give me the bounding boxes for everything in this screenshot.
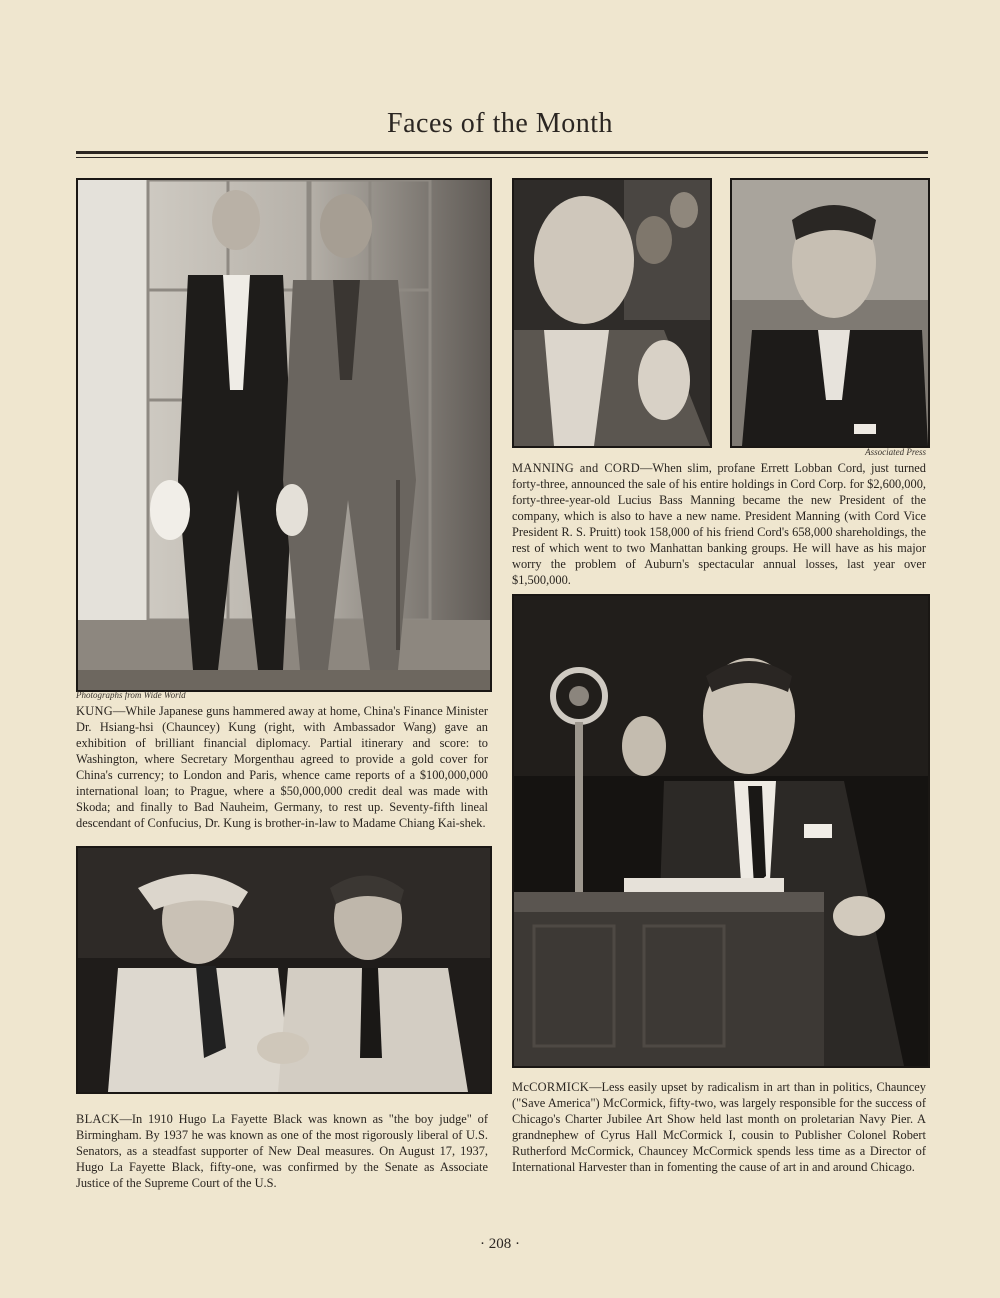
caption-manning-cord-text: —When slim, profane Errett Lobban Cord, just turned forty-three, announced the sale of his entire holdings in Cord Corp. for $2,600,000, forty-three-year-old Lucius Bass Manning became the new President of the company, which is also to have a new name. President Manning (with Cord Vice President R. S. Pruitt) took 158,000 of his friend Cord's 658,000 shareholdings, the rest of which went to two Manhattan banking groups. He will have as his major worry the problem of Auburn's spectacular annual losses, last year over $1,500,000.	[512, 461, 926, 587]
caption-kung-name: KUNG	[76, 704, 113, 718]
caption-mccormick-text: —Less easily upset by radicalism in art than in politics, Chauncey ("Save America") McCormick, fifty-two, was largely responsible for the success of Chicago's Charter Jubilee Art Show held last month on proletarian Navy Pier. A grandnephew of Cyrus Hall McCormick I, cousin to Publisher Colonel Robert Rutherford McCormick, Chauncey McCormick spends less time as a Director of International Harvester than in fomenting the cause of art in and around Chicago.	[512, 1080, 926, 1174]
photo-mccormick	[512, 594, 930, 1068]
caption-manning-cord-name: MANNING and CORD	[512, 461, 640, 475]
caption-kung-text: —While Japanese guns hammered away at home, China's Finance Minister Dr. Hsiang-hsi (Chauncey) Kung (right, with Ambassador Wang) gave an exhibition of brilliant financial diplomacy. Partial itinerary and score: to Washington, where Secretary Morgenthau agreed to provide a gold cover for China's currency; to London and Paris, whence came reports of a $100,000,000 international loan; to Prague, where a $50,000,000 credit deal was made with Skoda; and finally to Bad Nauheim, Germany, to rest up. Seventy-fifth lineal descendant of Confucius, Dr. Kung is brother-in-law to Madame Chiang Kai-shek.	[76, 704, 488, 830]
caption-mccormick-name: McCORMICK	[512, 1080, 590, 1094]
caption-black-name: BLACK	[76, 1112, 120, 1126]
caption-mccormick	[512, 1079, 926, 1175]
caption-kung	[76, 703, 488, 831]
page-title: Faces of the Month	[387, 108, 613, 139]
caption-black-text: —In 1910 Hugo La Fayette Black was known as "the boy judge" of Birmingham. By 1937 he was known as one of the most rigorously liberal of U.S. Senators, as a steadfast supporter of New Deal measures. On August 17, 1937, Hugo La Fayette Black, fifty-one, was confirmed by the Senate as Associate Justice of the Supreme Court of the U.S.	[76, 1112, 488, 1190]
photo-cord	[730, 178, 930, 448]
title-rule-thin	[76, 157, 928, 158]
caption-black	[76, 1111, 488, 1191]
photo-credit-associated-press: Associated Press	[865, 447, 926, 457]
page-number: · 208 ·	[480, 1236, 520, 1252]
photo-kung-and-wang	[76, 178, 492, 692]
photo-black	[76, 846, 492, 1094]
caption-manning-cord	[512, 460, 926, 588]
photo-manning	[512, 178, 712, 448]
photo-credit-wide-world: Photographs from Wide World	[76, 690, 186, 700]
title-rule-thick	[76, 151, 928, 154]
